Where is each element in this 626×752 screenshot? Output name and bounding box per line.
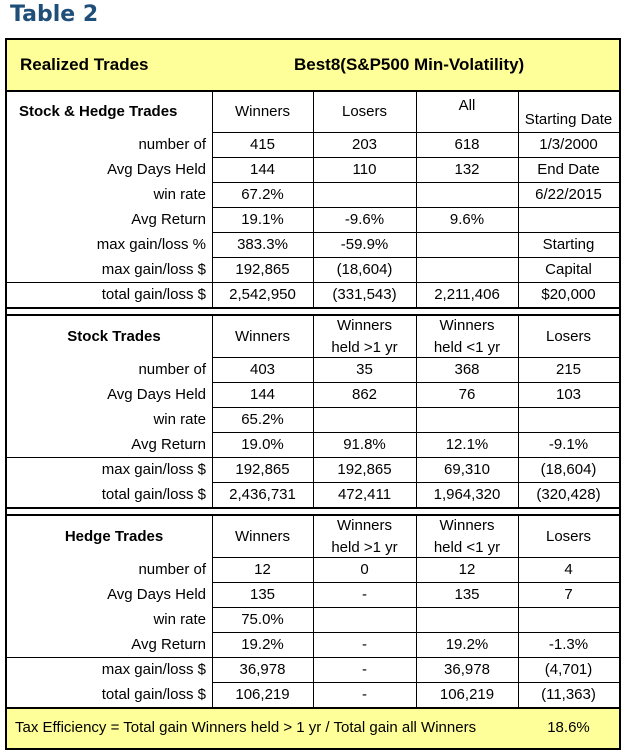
value-losers: (18,604) bbox=[540, 460, 597, 478]
value-held-over-1yr: 192,865 bbox=[337, 460, 392, 478]
value-all: 2,211,406 bbox=[434, 285, 500, 303]
row-label: win rate bbox=[153, 410, 206, 428]
value-held-under-1yr: 368 bbox=[454, 360, 480, 378]
value-all bbox=[416, 232, 518, 257]
value-all: 9.6% bbox=[449, 210, 485, 228]
value-held-under-1yr: 106,219 bbox=[439, 685, 495, 703]
section3-col-winners-held-under-1yr bbox=[416, 516, 518, 557]
value-held-over-1yr: 862 bbox=[351, 385, 378, 403]
grid-line bbox=[313, 316, 314, 507]
grid-line bbox=[212, 182, 619, 183]
grid-line bbox=[518, 516, 519, 707]
value-held-over-1yr: - bbox=[362, 660, 367, 678]
value-all bbox=[416, 182, 518, 207]
value-losers: 4 bbox=[564, 560, 573, 578]
row-label: max gain/loss % bbox=[96, 235, 206, 253]
header-line: Winners bbox=[439, 316, 495, 334]
row-label: Avg Days Held bbox=[107, 160, 206, 178]
header-line: Winners bbox=[336, 516, 392, 534]
realized-trades-table bbox=[5, 38, 621, 750]
section3-col-losers: Losers bbox=[545, 527, 592, 545]
section2-col-winners: Winners bbox=[234, 327, 290, 345]
value-losers: 103 bbox=[555, 385, 582, 403]
side-info: Starting bbox=[542, 235, 595, 253]
grid-line bbox=[212, 632, 619, 633]
value-winners: 383.3% bbox=[237, 235, 288, 253]
section1-col-all: All bbox=[458, 97, 476, 114]
grid-line bbox=[212, 657, 619, 658]
side-info: $20,000 bbox=[541, 285, 596, 303]
value-held-over-1yr bbox=[313, 407, 416, 432]
value-winners: 19.0% bbox=[241, 435, 284, 453]
value-losers: (18,604) bbox=[336, 260, 393, 278]
row-label: total gain/loss $ bbox=[101, 685, 206, 703]
page-title: Table 2 bbox=[10, 2, 99, 27]
section3-col-winners-held-over-1yr bbox=[313, 516, 416, 557]
value-held-over-1yr: 0 bbox=[360, 560, 369, 578]
value-held-under-1yr bbox=[416, 607, 518, 632]
row-label: total gain/loss $ bbox=[101, 285, 206, 303]
grid-line bbox=[212, 582, 619, 583]
value-held-over-1yr: 91.8% bbox=[343, 435, 386, 453]
value-winners: 75.0% bbox=[241, 610, 284, 628]
grid-line bbox=[518, 92, 519, 307]
header-right-label: Best8(S&P500 Min-Volatility) bbox=[294, 55, 525, 74]
value-winners: 192,865 bbox=[235, 460, 290, 478]
grid-line bbox=[212, 132, 619, 133]
section3-title: Hedge Trades bbox=[64, 527, 164, 545]
row-label: Avg Return bbox=[131, 210, 206, 228]
row-label: Avg Return bbox=[131, 635, 206, 653]
value-winners: 415 bbox=[249, 135, 276, 153]
value-held-over-1yr: 472,411 bbox=[337, 485, 392, 503]
row-label: win rate bbox=[153, 610, 206, 628]
grid-line bbox=[212, 232, 619, 233]
value-losers: -1.3% bbox=[548, 635, 589, 653]
value-losers: 203 bbox=[351, 135, 378, 153]
grid-line bbox=[212, 382, 619, 383]
value-losers: 7 bbox=[564, 585, 573, 603]
header-line: Winners bbox=[439, 516, 495, 534]
value-held-under-1yr: 19.2% bbox=[445, 635, 489, 653]
section-separator bbox=[7, 307, 619, 316]
value-winners: 36,978 bbox=[239, 660, 286, 678]
grid-line bbox=[212, 92, 213, 307]
grid-line bbox=[416, 316, 417, 507]
section1-col-losers: Losers bbox=[341, 103, 388, 120]
value-winners: 19.2% bbox=[241, 635, 284, 653]
grid-line bbox=[212, 316, 213, 507]
header-line: held >1 yr bbox=[331, 338, 398, 356]
value-all: 132 bbox=[454, 160, 480, 178]
grid-line bbox=[212, 282, 619, 283]
value-losers: (331,543) bbox=[332, 285, 397, 303]
value-losers: (4,701) bbox=[544, 660, 593, 678]
value-held-under-1yr: 36,978 bbox=[444, 660, 490, 678]
value-losers bbox=[313, 182, 416, 207]
row-label: win rate bbox=[153, 185, 206, 203]
row-label: max gain/loss $ bbox=[101, 460, 206, 478]
grid-line bbox=[212, 407, 619, 408]
side-info: 1/3/2000 bbox=[539, 135, 598, 153]
header-left-label: Realized Trades bbox=[20, 55, 149, 74]
value-held-under-1yr: 1,964,320 bbox=[433, 485, 501, 503]
value-losers: 110 bbox=[352, 160, 377, 178]
value-held-over-1yr: - bbox=[362, 635, 367, 653]
grid-line bbox=[212, 457, 619, 458]
section2-col-losers: Losers bbox=[545, 327, 592, 345]
grid-line bbox=[212, 482, 619, 483]
value-held-over-1yr: - bbox=[362, 685, 367, 703]
section-separator bbox=[7, 507, 619, 516]
header-line: Winners bbox=[336, 316, 392, 334]
row-label: Avg Days Held bbox=[107, 385, 206, 403]
side-info: End Date bbox=[537, 160, 600, 178]
grid-line bbox=[7, 282, 212, 283]
section1-col-winners: Winners bbox=[234, 103, 290, 120]
value-losers bbox=[518, 407, 619, 432]
value-all bbox=[416, 257, 518, 282]
value-held-under-1yr: 69,310 bbox=[444, 460, 490, 478]
grid-line bbox=[518, 316, 519, 507]
grid-line bbox=[7, 657, 212, 658]
row-label: max gain/loss $ bbox=[101, 660, 206, 678]
value-held-under-1yr bbox=[416, 407, 518, 432]
value-losers: -9.1% bbox=[548, 435, 589, 453]
tax-efficiency-value: 18.6% bbox=[547, 718, 590, 736]
grid-line bbox=[212, 207, 619, 208]
grid-line bbox=[212, 557, 619, 558]
value-winners: 2,542,950 bbox=[229, 285, 296, 303]
header-line: held >1 yr bbox=[331, 538, 398, 556]
value-held-over-1yr: 35 bbox=[356, 360, 373, 378]
value-losers: (11,363) bbox=[541, 685, 596, 703]
row-label: total gain/loss $ bbox=[101, 485, 206, 503]
section2-col-winners-held-over-1yr bbox=[313, 316, 416, 357]
grid-line bbox=[313, 92, 314, 307]
starting-date-label: Starting Date bbox=[524, 111, 613, 128]
header-line: held <1 yr bbox=[433, 538, 501, 556]
value-winners: 67.2% bbox=[241, 185, 284, 203]
grid-line bbox=[7, 457, 212, 458]
value-winners: 144 bbox=[249, 160, 276, 178]
row-label: number of bbox=[138, 135, 206, 153]
section2-col-winners-held-under-1yr bbox=[416, 316, 518, 357]
value-held-under-1yr: 135 bbox=[454, 585, 480, 603]
grid-line bbox=[212, 357, 619, 358]
grid-line bbox=[212, 432, 619, 433]
row-label: number of bbox=[138, 360, 206, 378]
section1-title: Stock & Hedge Trades bbox=[19, 103, 178, 120]
grid-line bbox=[212, 607, 619, 608]
value-winners: 106,219 bbox=[235, 685, 290, 703]
value-all: 618 bbox=[454, 135, 480, 153]
grid-line bbox=[313, 516, 314, 707]
value-winners: 65.2% bbox=[241, 410, 284, 428]
value-winners: 135 bbox=[249, 585, 276, 603]
value-held-under-1yr: 12.1% bbox=[445, 435, 489, 453]
value-winners: 19.1% bbox=[241, 210, 284, 228]
row-label: number of bbox=[138, 560, 206, 578]
value-winners: 144 bbox=[249, 385, 276, 403]
value-losers bbox=[518, 607, 619, 632]
row-label: Avg Days Held bbox=[107, 585, 206, 603]
value-winners: 192,865 bbox=[235, 260, 290, 278]
value-winners: 2,436,731 bbox=[229, 485, 296, 503]
row-label: Avg Return bbox=[131, 435, 206, 453]
section3-col-winners: Winners bbox=[234, 527, 290, 545]
value-losers: -59.9% bbox=[340, 235, 389, 253]
value-losers: (320,428) bbox=[536, 485, 601, 503]
value-held-under-1yr: 76 bbox=[458, 385, 476, 403]
value-losers: 215 bbox=[555, 360, 582, 378]
value-held-over-1yr bbox=[313, 607, 416, 632]
value-winners: 403 bbox=[249, 360, 276, 378]
value-winners: 12 bbox=[254, 560, 271, 578]
value-losers: -9.6% bbox=[344, 210, 385, 228]
row-label: max gain/loss $ bbox=[101, 260, 206, 278]
grid-line bbox=[212, 157, 619, 158]
side-info: Capital bbox=[545, 260, 592, 278]
grid-line bbox=[212, 682, 619, 683]
side-info: 6/22/2015 bbox=[535, 185, 602, 203]
value-held-over-1yr: - bbox=[362, 585, 367, 603]
side-info bbox=[518, 207, 619, 232]
section2-title: Stock Trades bbox=[67, 327, 161, 345]
grid-line bbox=[416, 92, 417, 307]
grid-line bbox=[212, 257, 619, 258]
value-held-under-1yr: 12 bbox=[458, 560, 476, 578]
grid-line bbox=[212, 516, 213, 707]
tax-efficiency-label: Tax Efficiency = Total gain Winners held > 1 yr / Total gain all Winners bbox=[15, 718, 477, 736]
header-line: held <1 yr bbox=[433, 338, 501, 356]
grid-line bbox=[416, 516, 417, 707]
